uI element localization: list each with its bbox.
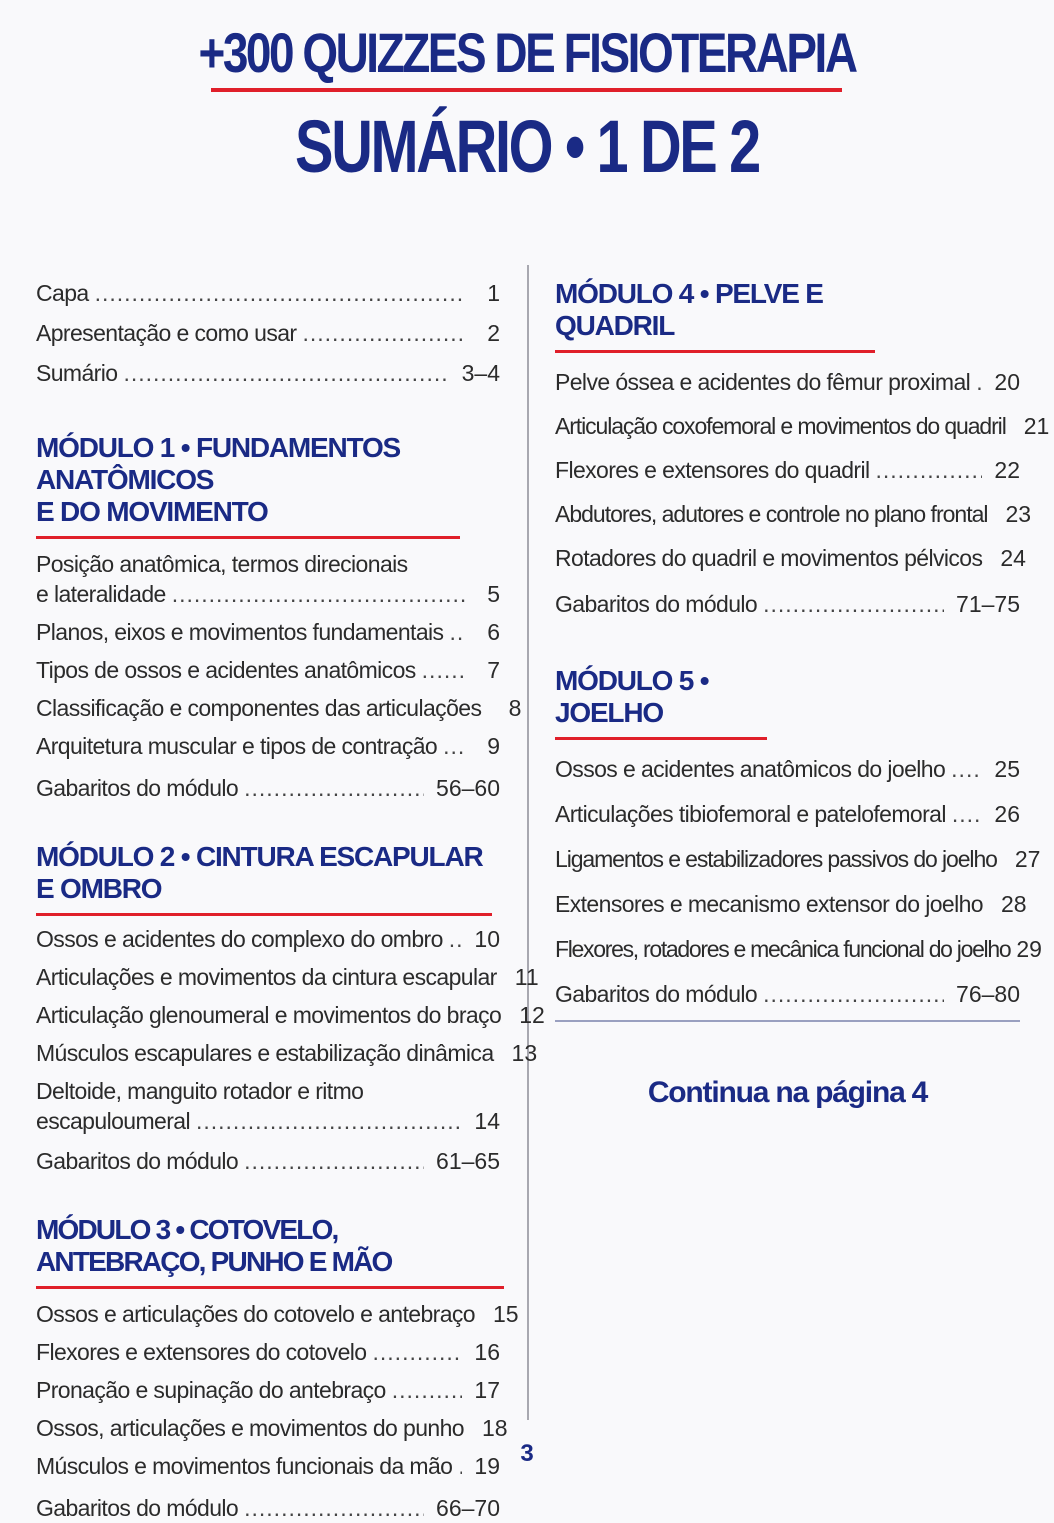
continue-divider bbox=[555, 1020, 1020, 1022]
module-2-heading bbox=[36, 841, 492, 916]
toc-entry-page: 13 bbox=[511, 1040, 538, 1066]
leader-dots bbox=[952, 799, 983, 829]
toc-entry-label: Músculos escapulares e estabilização dinâmica bbox=[36, 1040, 494, 1066]
leader-dots bbox=[422, 655, 466, 685]
module-5-heading bbox=[555, 665, 767, 740]
toc-left-column bbox=[36, 278, 545, 1523]
toc-right-column bbox=[555, 278, 1050, 1009]
toc-entry-answers[interactable] bbox=[36, 1493, 500, 1523]
toc-entry-label: Ossos e acidentes anatômicos do joelho bbox=[555, 756, 946, 782]
toc-entry-page: 11 bbox=[514, 964, 539, 990]
toc-entry[interactable] bbox=[36, 731, 500, 761]
toc-entry[interactable] bbox=[555, 844, 1041, 874]
toc-entry[interactable] bbox=[555, 411, 1050, 441]
toc-entry[interactable] bbox=[36, 1375, 500, 1405]
toc-entry-capa[interactable] bbox=[36, 278, 500, 308]
leader-dots bbox=[244, 1493, 424, 1523]
toc-entry-label: Articulações tibiofemoral e patelofemoral bbox=[555, 801, 946, 827]
page-heading: SUMÁRIO • 1 DE 2 bbox=[295, 105, 759, 188]
column-divider bbox=[527, 265, 529, 1420]
toc-entry-page: 8 bbox=[508, 695, 522, 721]
toc-entry[interactable] bbox=[555, 889, 1027, 919]
toc-entry[interactable] bbox=[36, 1337, 500, 1367]
toc-entry[interactable] bbox=[36, 549, 500, 609]
toc-entry[interactable] bbox=[555, 499, 1032, 529]
leader-dots bbox=[392, 1375, 463, 1405]
toc-entry[interactable] bbox=[36, 1299, 519, 1329]
toc-entry-label: Capa bbox=[36, 280, 89, 306]
toc-entry-page: 18 bbox=[481, 1415, 508, 1441]
toc-entry-page: 26 bbox=[994, 801, 1020, 827]
toc-entry-page: 3–4 bbox=[461, 360, 500, 386]
leader-dots bbox=[172, 579, 466, 609]
leader-dots bbox=[196, 1106, 462, 1136]
toc-entry-page: 61–65 bbox=[436, 1148, 500, 1174]
module-heading-line: MÓDULO 2 • CINTURA ESCAPULAR E OMBRO bbox=[36, 841, 483, 904]
toc-entry[interactable] bbox=[36, 655, 500, 685]
toc-entry-label: Gabaritos do módulo bbox=[36, 1148, 239, 1174]
toc-entry-label: Pelve óssea e acidentes do fêmur proximal bbox=[555, 369, 971, 395]
toc-entry-answers[interactable] bbox=[555, 979, 1020, 1009]
toc-entry-page: 21 bbox=[1023, 413, 1050, 439]
module-heading-line: E DO MOVIMENTO bbox=[36, 496, 268, 527]
toc-entry-label: Planos, eixos e movimentos fundamentais bbox=[36, 619, 444, 645]
toc-entry-label: Músculos e movimentos funcionais da mão bbox=[36, 1453, 453, 1479]
toc-entry-label: Arquitetura muscular e tipos de contração bbox=[36, 733, 438, 759]
toc-entry-page: 7 bbox=[487, 657, 500, 683]
toc-entry-answers[interactable] bbox=[36, 1146, 500, 1176]
leader-dots bbox=[449, 617, 466, 647]
leader-dots bbox=[95, 278, 466, 308]
leader-dots bbox=[244, 1146, 424, 1176]
toc-entry-page: 12 bbox=[519, 1002, 545, 1028]
toc-entry-page: 17 bbox=[474, 1377, 500, 1403]
leader-dots bbox=[302, 318, 466, 348]
toc-entry-apresentacao[interactable] bbox=[36, 318, 500, 348]
toc-entry-page: 16 bbox=[474, 1339, 500, 1365]
module-4-section bbox=[555, 278, 1050, 619]
toc-entry-page: 1 bbox=[487, 280, 500, 306]
toc-entry-label: Extensores e mecanismo extensor do joelho bbox=[555, 891, 983, 917]
toc-entry-label: Articulação glenoumeral e movimentos do braço bbox=[36, 1002, 502, 1028]
toc-entry-label: Pronação e supinação do antebraço bbox=[36, 1377, 386, 1403]
toc-entry-page: 9 bbox=[487, 733, 500, 759]
continue-note[interactable]: Continua na página 4 bbox=[647, 1076, 928, 1109]
toc-entry-page: 14 bbox=[474, 1108, 500, 1134]
toc-entry-page: 28 bbox=[1000, 891, 1027, 917]
toc-entry-page: 22 bbox=[994, 457, 1020, 483]
toc-entry-label: Gabaritos do módulo bbox=[36, 775, 239, 801]
toc-entry-label: Deltoide, manguito rotador e ritmo bbox=[36, 1078, 364, 1104]
module-heading-line: MÓDULO 1 • FUNDAMENTOS ANATÔMICOS bbox=[36, 432, 401, 495]
book-title: +300 QUIZZES DE FISIOTERAPIA bbox=[198, 21, 856, 84]
toc-entry-label: Articulações e movimentos da cintura escapular bbox=[36, 964, 497, 990]
toc-entry[interactable] bbox=[555, 455, 1020, 485]
leader-dots bbox=[875, 455, 982, 485]
toc-entry-label: e lateralidade bbox=[36, 581, 166, 607]
toc-entry-page: 20 bbox=[994, 369, 1020, 395]
toc-entry[interactable] bbox=[555, 934, 1042, 964]
toc-entry-page: 6 bbox=[487, 619, 500, 645]
toc-entry-page: 71–75 bbox=[956, 591, 1020, 617]
toc-entry-page: 19 bbox=[474, 1453, 500, 1479]
leader-dots bbox=[244, 773, 424, 803]
toc-entry-label: Tipos de ossos e acidentes anatômicos bbox=[36, 657, 416, 683]
toc-entry[interactable] bbox=[36, 1076, 500, 1136]
toc-entry[interactable] bbox=[36, 962, 539, 992]
module-1-heading bbox=[36, 432, 460, 539]
toc-entry[interactable] bbox=[555, 799, 1020, 829]
toc-entry-page: 23 bbox=[1005, 501, 1032, 527]
module-3-section bbox=[36, 1214, 519, 1523]
leader-dots bbox=[763, 589, 944, 619]
toc-entry-page: 76–80 bbox=[956, 981, 1020, 1007]
toc-entry-page: 2 bbox=[487, 320, 500, 346]
module-heading-line: MÓDULO 3 • COTOVELO, ANTEBRAÇO, PUNHO E MÃO bbox=[36, 1214, 392, 1277]
module-heading-line: MÓDULO 5 • JOELHO bbox=[555, 665, 709, 728]
toc-entry-label: Abdutores, adutores e controle no plano frontal bbox=[555, 501, 988, 527]
toc-entry-label: Ossos e articulações do cotovelo e antebraço bbox=[36, 1301, 475, 1327]
module-3-heading bbox=[36, 1214, 504, 1289]
toc-entry-sumario[interactable] bbox=[36, 358, 500, 388]
toc-entry-label: Posição anatômica, termos direcionais bbox=[36, 551, 408, 577]
toc-entry-page: 25 bbox=[994, 756, 1020, 782]
toc-entry-label: Gabaritos do módulo bbox=[555, 591, 758, 617]
leader-dots bbox=[763, 979, 944, 1009]
leader-dots bbox=[373, 1337, 463, 1367]
toc-entry-label: escapuloumeral bbox=[36, 1108, 190, 1134]
toc-entry-page: 27 bbox=[1014, 846, 1041, 872]
toc-entry-answers[interactable] bbox=[555, 589, 1020, 619]
toc-entry[interactable] bbox=[36, 924, 500, 954]
toc-entry-page: 29 bbox=[1016, 936, 1042, 962]
toc-entry-label: Gabaritos do módulo bbox=[555, 981, 758, 1007]
toc-entry-page: 24 bbox=[1000, 545, 1026, 571]
intro-section bbox=[36, 278, 500, 388]
toc-entry[interactable] bbox=[555, 543, 1026, 573]
toc-entry[interactable] bbox=[555, 367, 1020, 397]
leader-dots bbox=[443, 731, 466, 761]
toc-entry[interactable] bbox=[36, 1038, 538, 1068]
module-heading-line: MÓDULO 4 • PELVE E QUADRIL bbox=[555, 278, 823, 341]
toc-entry-label: Gabaritos do módulo bbox=[36, 1495, 239, 1521]
toc-entry-label: Articulação coxofemoral e movimentos do quadril bbox=[555, 413, 1006, 439]
title-underline bbox=[211, 88, 842, 92]
toc-entry-label: Ligamentos e estabilizadores passivos do joelho bbox=[555, 846, 997, 872]
toc-entry-page: 10 bbox=[474, 926, 500, 952]
toc-entry-label: Sumário bbox=[36, 360, 118, 386]
module-5-section bbox=[555, 665, 1042, 1009]
module-4-heading bbox=[555, 278, 875, 353]
toc-entry-label: Rotadores do quadril e movimentos pélvicos bbox=[555, 545, 983, 571]
toc-entry[interactable] bbox=[36, 693, 522, 723]
toc-entry[interactable] bbox=[36, 1413, 508, 1443]
toc-entry-page: 66–70 bbox=[436, 1495, 500, 1521]
toc-entry-label: Ossos, articulações e movimentos do punho bbox=[36, 1415, 464, 1441]
leader-dots bbox=[951, 754, 982, 784]
module-2-section bbox=[36, 841, 545, 1176]
toc-entry-page: 5 bbox=[487, 581, 500, 607]
toc-entry-answers[interactable] bbox=[36, 773, 500, 803]
toc-entry[interactable] bbox=[36, 617, 500, 647]
toc-entry-label: Apresentação e como usar bbox=[36, 320, 297, 346]
toc-entry-label: Ossos e acidentes do complexo do ombro bbox=[36, 926, 443, 952]
leader-dots bbox=[976, 367, 982, 397]
toc-entry-page: 56–60 bbox=[436, 775, 500, 801]
toc-entry-label: Flexores, rotadores e mecânica funcional do joelho bbox=[555, 936, 1011, 962]
toc-entry-page: 15 bbox=[492, 1301, 519, 1327]
leader-dots bbox=[449, 924, 463, 954]
leader-dots bbox=[123, 358, 449, 388]
toc-entry-label: Classificação e componentes das articulações bbox=[36, 695, 482, 721]
toc-entry-label: Flexores e extensores do quadril bbox=[555, 457, 870, 483]
page-number: 3 bbox=[520, 1440, 534, 1467]
toc-entry[interactable] bbox=[555, 754, 1020, 784]
toc-entry[interactable] bbox=[36, 1000, 545, 1030]
toc-entry-label: Flexores e extensores do cotovelo bbox=[36, 1339, 367, 1365]
module-1-section bbox=[36, 432, 522, 803]
